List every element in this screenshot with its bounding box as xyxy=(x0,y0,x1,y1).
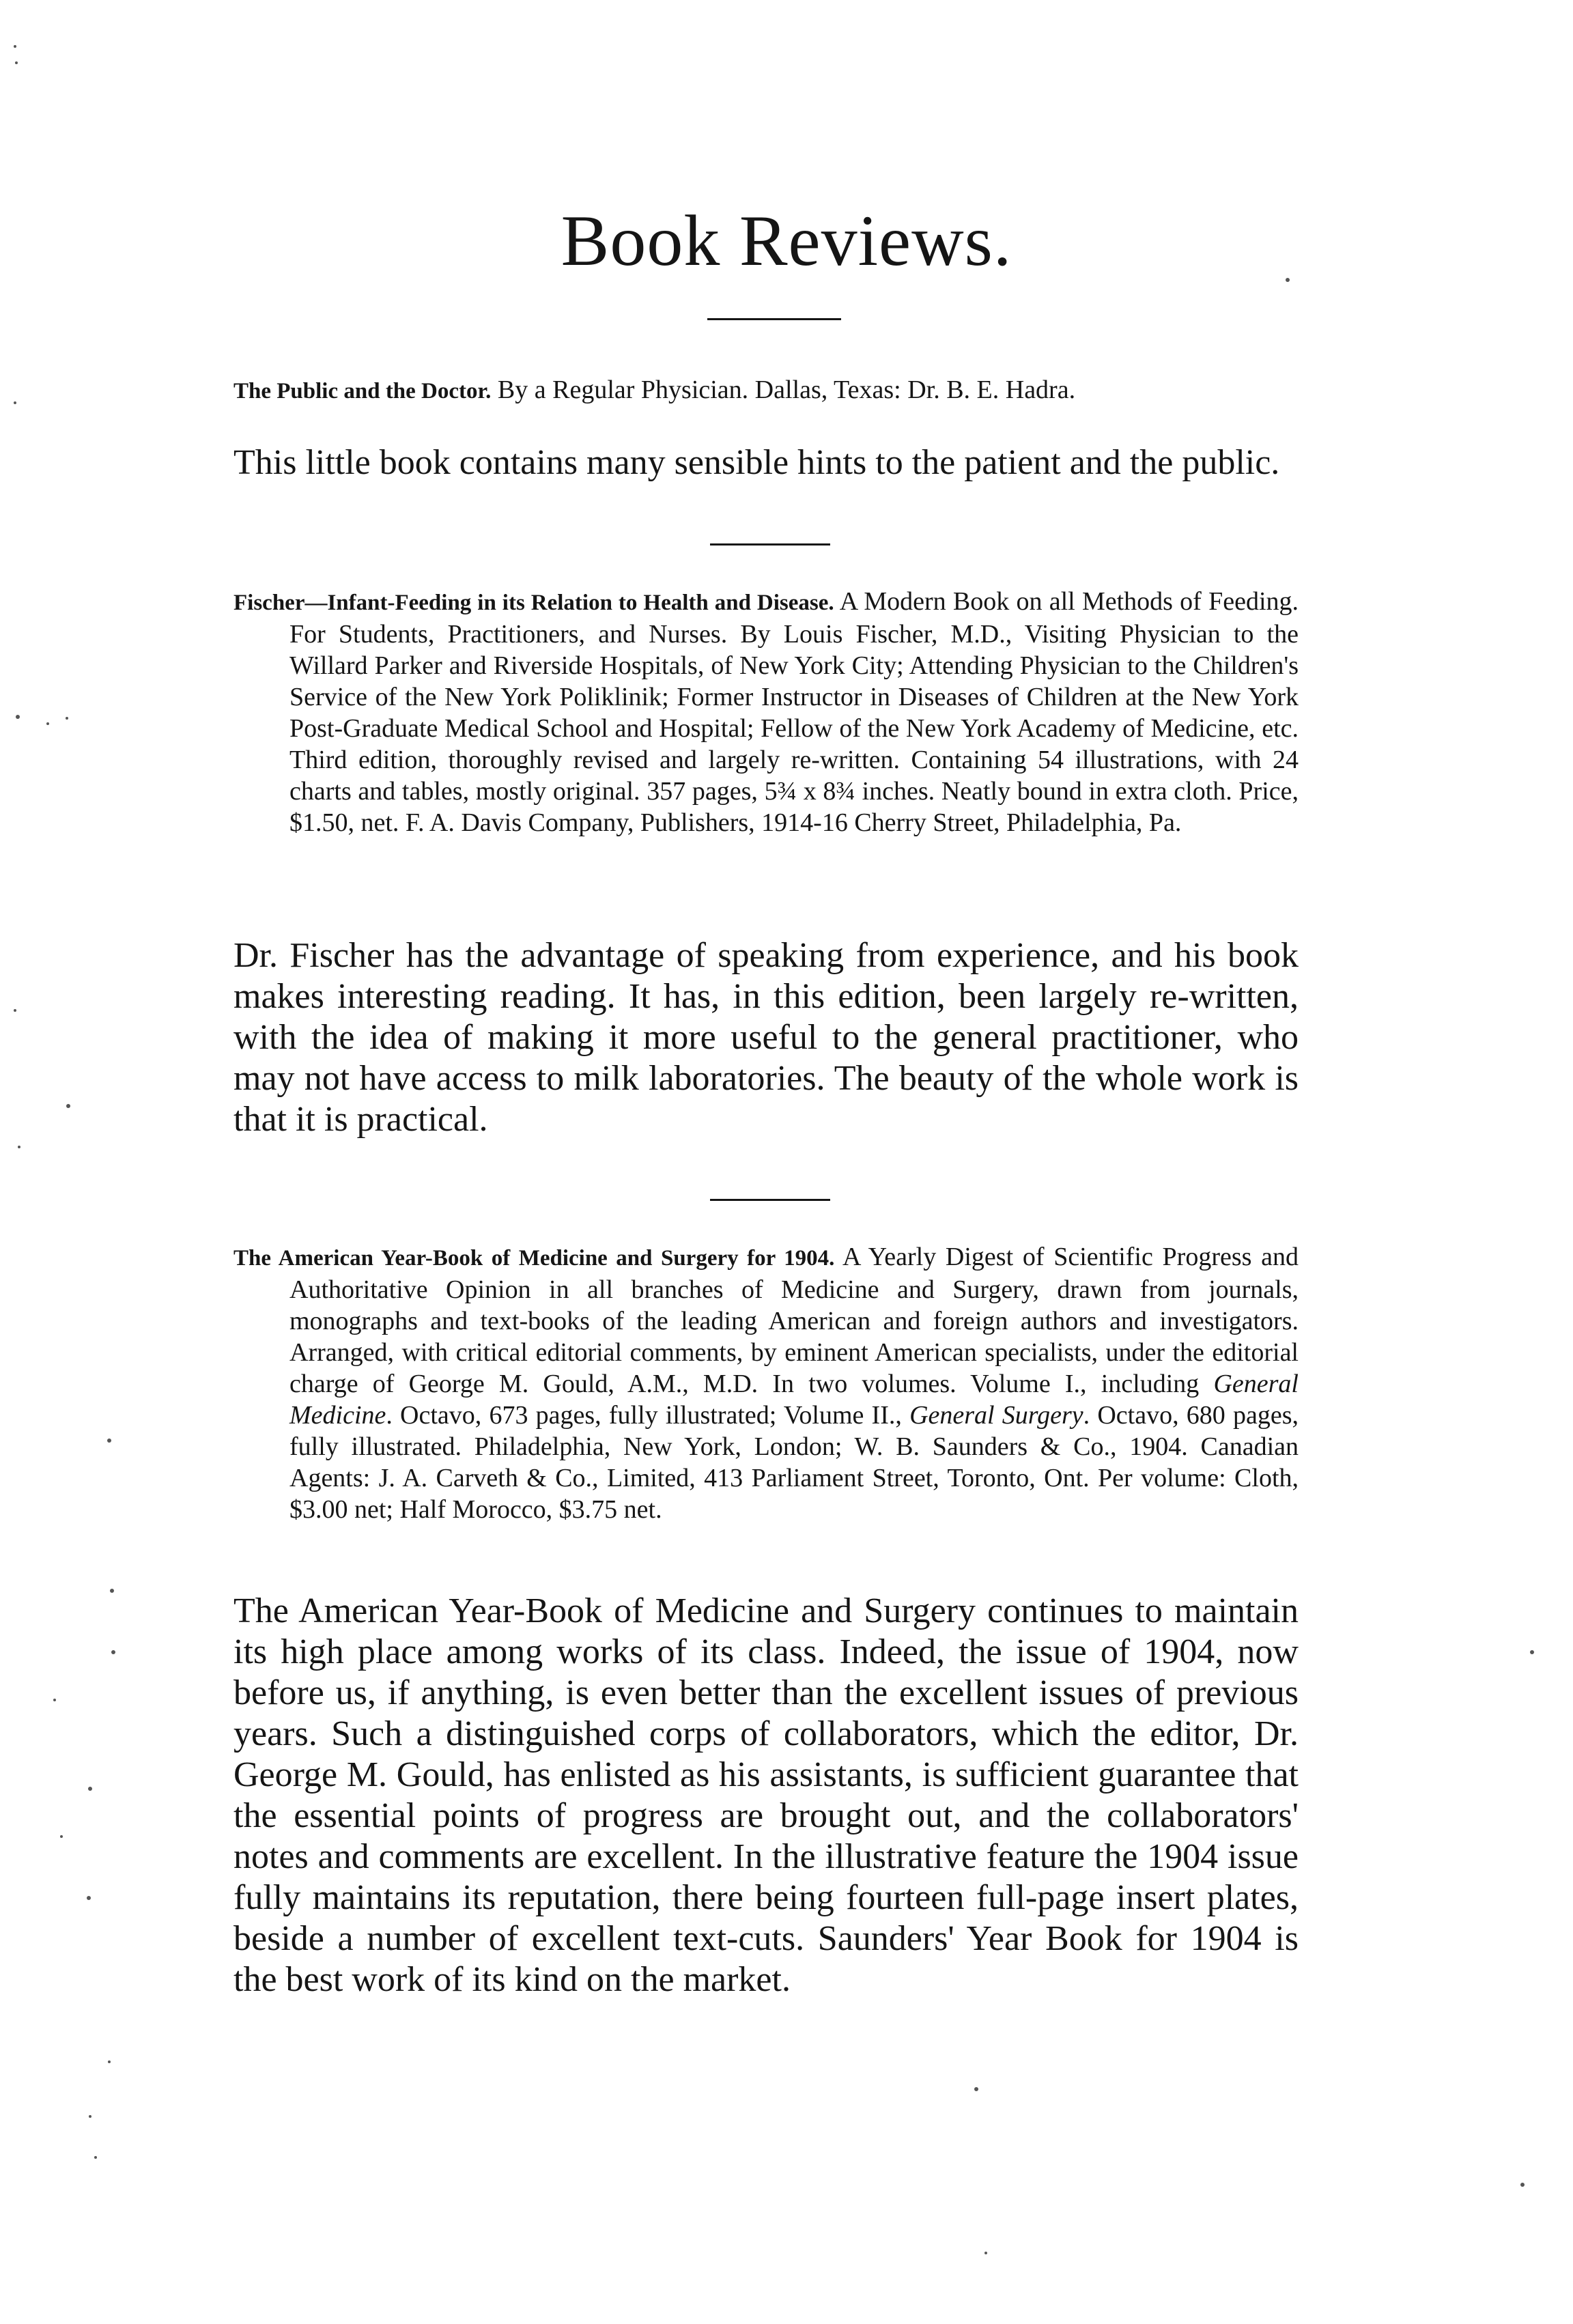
citation-title: The American Year-Book of Medicine and Surgery for 1904. xyxy=(233,1246,835,1271)
review-public-and-doctor: This little book contains many sensible hints to the patient and the public. xyxy=(233,443,1280,482)
citation-volume1-title: General Medicine xyxy=(289,1370,1299,1430)
citation-details: A Modern Book on all Methods of Feeding. For Students, Practitioners, and Nurses. By Louis Fischer, M.D., Visiting Physician to the Willard Parker and Riverside Hospitals, of New York City; Attending Physician to the Children's Service of the New York Poliklinik; Former Instructor in Diseases of Children at the New York Post-Graduate Medical School and Hospital; Fellow of the New York Academy of Medicine, etc. Third edition, thoroughly revised and largely re-written. Containing 54 illustrations, with 24 charts and tables, mostly original. 357 pages, 5¾ x 8¾ inches. Neatly bound in extra cloth. Price, $1.50, net. F. A. Davis Company, Publishers, 1914-16 Cherry Street, Philadelphia, Pa. xyxy=(289,587,1299,837)
citation-public-and-doctor xyxy=(233,374,1299,407)
review-fischer-infant-feeding: Dr. Fischer has the advantage of speaking from experience, and his book makes interesting reading. It has, in this edition, been largely re-written, with the idea of making it more useful to the general practitioner, who may not have access to milk laboratories. The beauty of the whole work is that it is practical. xyxy=(233,936,1299,1139)
citation-title: Fischer—Infant-Feeding in its Relation to Health and Disease. xyxy=(233,591,834,615)
citation-american-year-book xyxy=(233,1241,1299,1525)
section-divider xyxy=(710,543,830,545)
section-divider xyxy=(710,1199,830,1201)
citation-volume2-title: General Surgery xyxy=(909,1401,1083,1430)
citation-title: The Public and the Doctor. xyxy=(233,379,492,403)
citation-fischer-infant-feeding xyxy=(233,586,1299,838)
citation-details-part3: . Octavo, 680 pages, fully illustrated. Philadelphia, New York, London; W. B. Saunders & Co., 1904. Canadian Agents: J. A. Carveth & Co., Limited, 413 Parliament Street, Toronto, Ont. Per volume: Cloth, $3.00 net; Half Morocco, $3.75 net. xyxy=(289,1401,1299,1524)
page-title: Book Reviews. xyxy=(561,201,1012,281)
citation-details-part1: A Yearly Digest of Scientific Progress and Authoritative Opinion in all branches of Medicine and Surgery, drawn from journals, monographs and text-books of the leading American and foreign authors and investigators. Arranged, with critical editorial comments, by eminent American specialists, under the editorial charge of George M. Gould, A.M., M.D. In two volumes. Volume I., including xyxy=(289,1243,1299,1398)
citation-details-part2: . Octavo, 673 pages, fully illustrated; Volume II., xyxy=(386,1401,910,1430)
title-divider xyxy=(707,318,841,320)
citation-details: By a Regular Physician. Dallas, Texas: Dr. B. E. Hadra. xyxy=(491,375,1076,404)
review-american-year-book: The American Year-Book of Medicine and Surgery continues to maintain its high place among works of its class. Indeed, the issue of 1904, now before us, if anything, is even better than the excellent issues of previous years. Such a distinguished corps of collaborators, which the editor, Dr. George M. Gould, has enlisted as his assistants, is sufficient guarantee that the essential points of progress are brought out, and the collaborators' notes and comments are excellent. In the illustrative feature the 1904 issue fully maintains its reputation, there being fourteen full-page insert plates, beside a number of excellent text-cuts. Saunders' Year Book for 1904 is the best work of its kind on the market. xyxy=(233,1591,1299,1999)
